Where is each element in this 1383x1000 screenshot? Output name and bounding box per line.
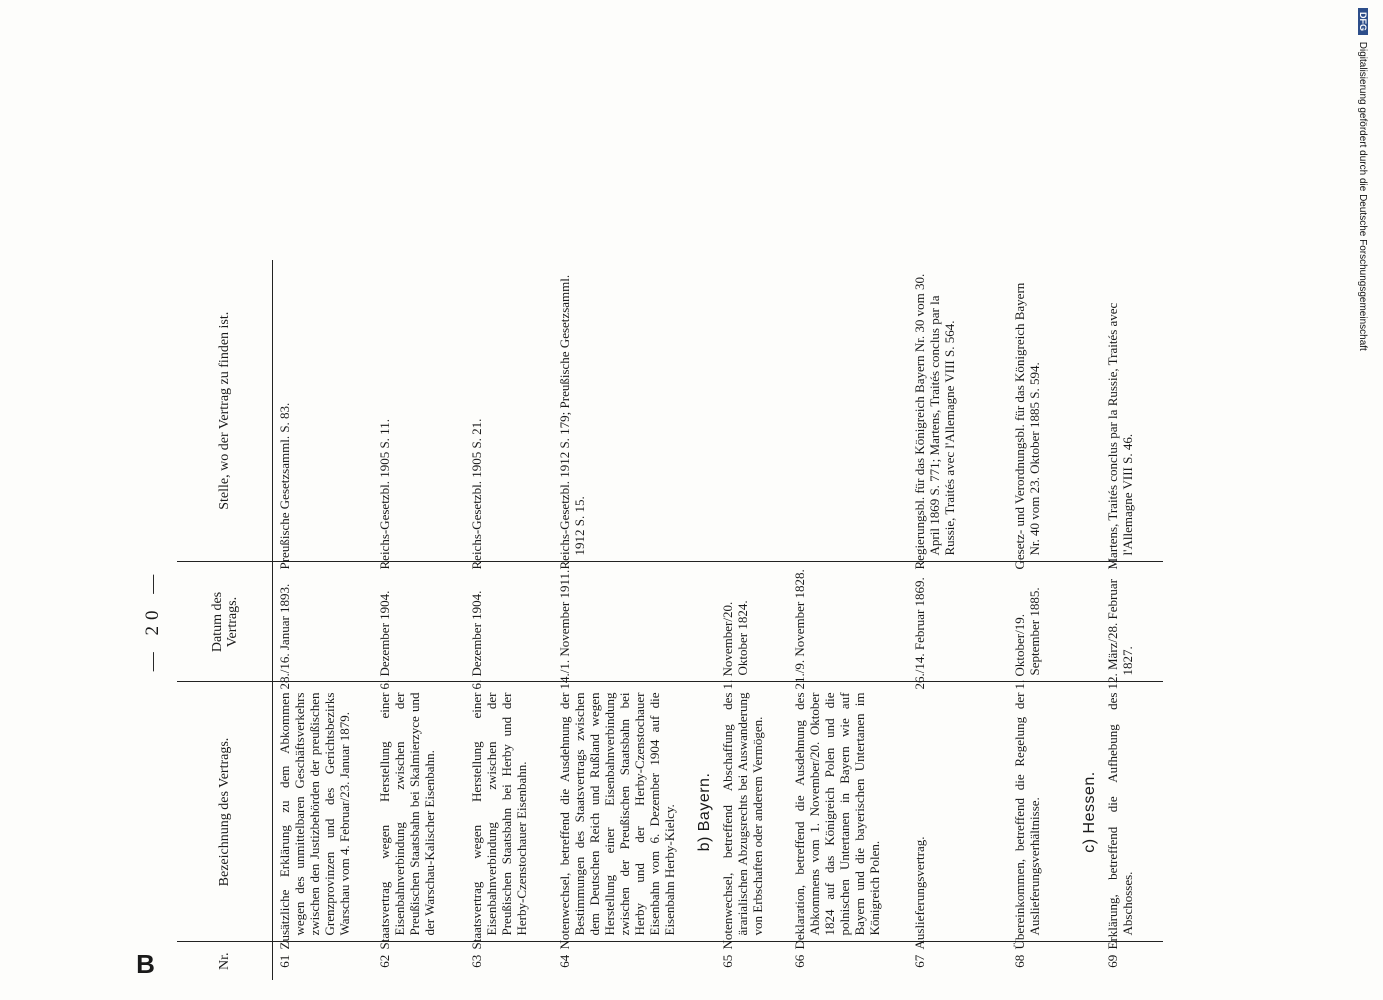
- row-nr: 67: [911, 954, 927, 968]
- row-date: 12. März/28. Februar 1827.: [1101, 562, 1163, 682]
- row-description: Staatsvertrag wegen Herstellung einer Eisenbahnverbindung zwischen der Preußischen Staatsbahn bei Skalmierzyce und der Warschau-Kalischer Eisenbahn.: [373, 682, 465, 942]
- row-description: Auslieferungsvertrag.: [908, 682, 1008, 942]
- header-source: Stelle, wo der Vertrag zu finden ist.: [177, 260, 273, 562]
- row-source: Gesetz- und Verordnungsbl. für das Königreich Bayern Nr. 40 vom 23. Oktober 1885 S. 594.: [1008, 260, 1078, 562]
- row-source: Martens, Traités conclus par la Russie, Traités avec l'Allemagne VIII S. 46.: [1101, 260, 1163, 562]
- row-date: 21./9. November 1828.: [788, 562, 908, 682]
- row-date: 28./16. Januar 1893.: [273, 562, 373, 682]
- row-source: Reichs-Gesetzbl. 1905 S. 11.: [373, 260, 465, 562]
- row-nr: 68: [1011, 954, 1027, 968]
- row-date: 1. November/20. Oktober 1824.: [716, 562, 788, 682]
- row-description: Erklärung, betreffend die Aufhebung des Abschosses.: [1101, 682, 1163, 942]
- header-nr: Nr.: [177, 942, 273, 980]
- row-source: [788, 260, 908, 562]
- row-nr: 69: [1104, 954, 1120, 968]
- table-row: [373, 260, 465, 980]
- table-row: [716, 260, 788, 980]
- page-header: [130, 260, 170, 980]
- table-row: [788, 260, 908, 980]
- row-nr: 62: [376, 954, 392, 968]
- row-source: Preußische Gesetzsamml. S. 83.: [273, 260, 373, 562]
- row-description: Notenwechsel, betreffend die Ausdehnung der Bestimmungen des Staatsvertrags zwischen dem Deutschen Reich und Rußland wegen Herstellung einer Eisenbahnverbindung zwischen der Preußischen Staatsbahn bei Herby und der Herby-Czenstochauer Eisenbahn vom 6. Dezember 1904 auf die Eisenbahn Herby-Kielcy.: [553, 682, 693, 942]
- row-nr: 63: [468, 954, 484, 968]
- table-row: [465, 260, 553, 980]
- row-nr: 64: [556, 954, 572, 968]
- row-source: Reichs-Gesetzbl. 1905 S. 21.: [465, 260, 553, 562]
- row-source: Reichs-Gesetzbl. 1912 S. 179; Preußische Gesetzsamml. 1912 S. 15.: [553, 260, 693, 562]
- row-description: Zusätzliche Erklärung zu dem Abkommen wegen des unmittelbaren Geschäftsverkehrs zwischen den Justizbehörden der preußischen Grenzprovinzen und des Gerichtsbezirks Warschau vom 4. Februar/23. Januar 1879.: [273, 682, 373, 942]
- row-description: Deklaration, betreffend die Ausdehnung des Abkommens vom 1. November/20. Oktober 1824 auf das Königreich Polen und die polnischen Untertanen in Bayern wie auf Bayern und die bayerischen Untertanen im Königreich Polen.: [788, 682, 908, 942]
- digitization-note: [1354, 8, 1368, 998]
- row-date: 6. Dezember 1904.: [465, 562, 553, 682]
- table-row: [273, 260, 373, 980]
- row-nr: 61: [277, 954, 292, 968]
- section-heading-hessen: c) Hessen.: [1078, 682, 1101, 942]
- row-source: [716, 260, 788, 562]
- section-row-hessen: [1078, 260, 1101, 980]
- table-row: [1008, 260, 1078, 980]
- row-description: Staatsvertrag wegen Herstellung einer Eisenbahnverbindung zwischen der Preußischen Staatsbahn bei Herby und der Herby-Czenstochauer Eisenbahn.: [465, 682, 553, 942]
- row-date: 1. Oktober/19. September 1885.: [1008, 562, 1078, 682]
- row-source: Regierungsbl. für das Königreich Bayern Nr. 30 vom 30. April 1869 S. 771; Martens, Traités conclus par la Russie, Traités avec l'Allemagne VIII S. 564.: [908, 260, 1008, 562]
- rotated-book-page: [130, 260, 1250, 980]
- row-date: 6. Dezember 1904.: [373, 562, 465, 682]
- row-nr: 66: [791, 954, 807, 968]
- section-heading-bayern: b) Bayern.: [693, 682, 716, 942]
- row-nr: 65: [719, 954, 735, 968]
- signature-mark: B: [136, 949, 155, 980]
- table-row: [1101, 260, 1163, 980]
- row-date: 26./14. Februar 1869.: [908, 562, 1008, 682]
- treaty-table: [177, 260, 1163, 980]
- section-row-bayern: [693, 260, 716, 980]
- row-date: 14./1. November 1911.: [553, 562, 693, 682]
- header-description: Bezeichnung des Vertrags.: [177, 682, 273, 942]
- header-date: Datum des Vertrags.: [177, 562, 273, 682]
- digitization-text: Digitalisierung gefördert durch die Deutsche Forschungsgemeinschaft: [1357, 41, 1368, 351]
- table-row: [908, 260, 1008, 980]
- page-number: — 20 —: [142, 568, 163, 672]
- dfg-logo: DFG: [1358, 8, 1368, 35]
- row-description: Notenwechsel, betreffend Abschaffung des ärarialischen Abzugsrechts bei Auswanderung von Erbschaften oder anderem Vermögen.: [716, 682, 788, 942]
- row-description: Übereinkommen, betreffend die Regelung der Auslieferungsverhältnisse.: [1008, 682, 1078, 942]
- table-header-row: [177, 260, 273, 980]
- table-row: [553, 260, 693, 980]
